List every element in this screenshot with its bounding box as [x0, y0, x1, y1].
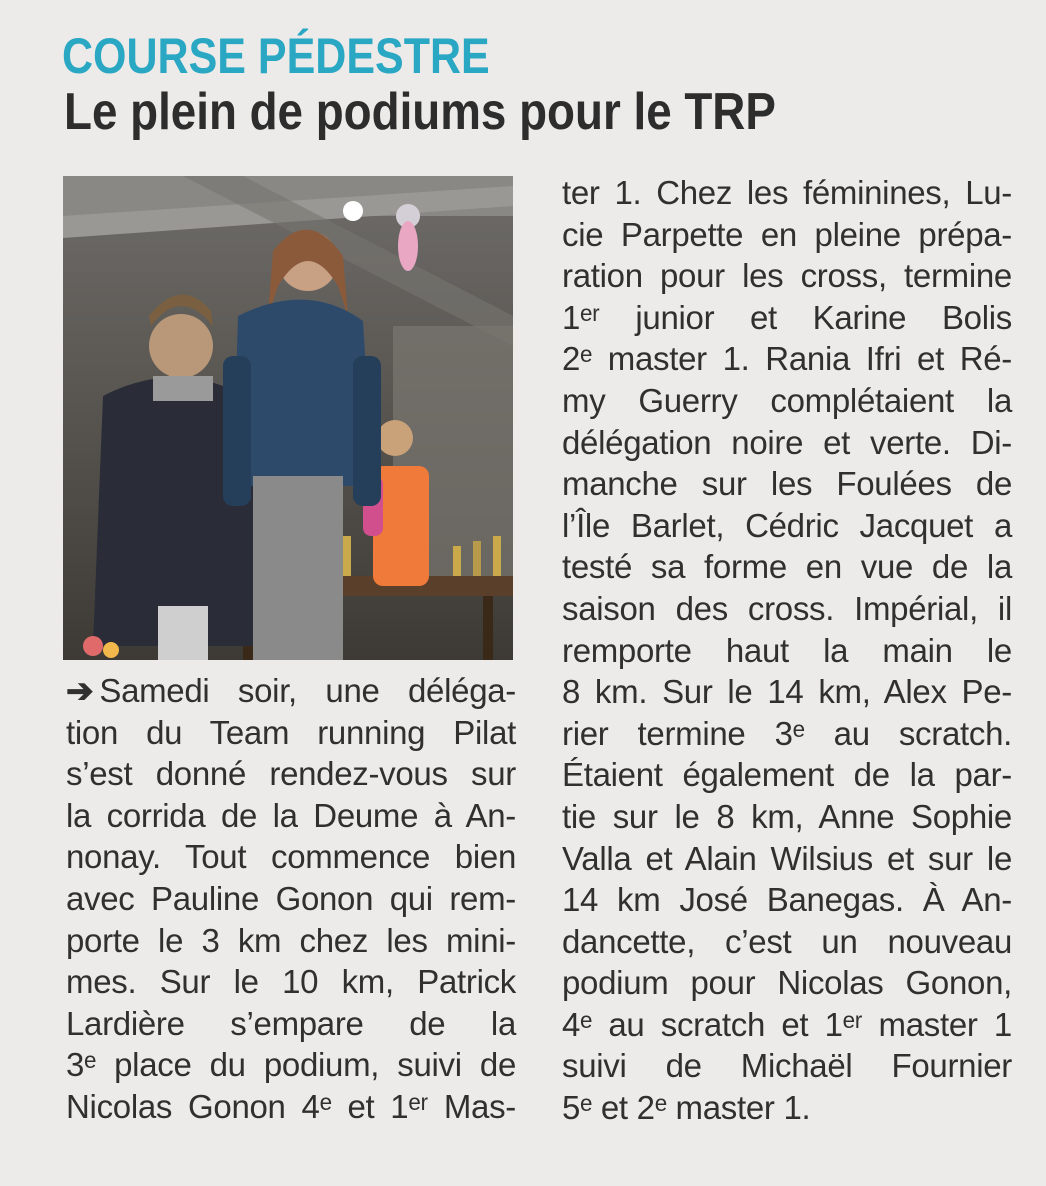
text-line: ter 1. Chez les féminines, Lu- [562, 174, 1012, 211]
text-line: suivi de Michaël Fournier [562, 1047, 1012, 1085]
text-line: Valla et Alain Wilsius et sur le [562, 839, 1012, 877]
text-line: 1ᵉʳ junior et Karine Bolis [562, 298, 1012, 336]
text-line: tion du Team running Pilat [66, 713, 516, 751]
article-headline: Le plein de podiums pour le TRP [64, 83, 776, 141]
text-line: 14 km José Banegas. À An- [562, 881, 1012, 919]
text-line: cie Parpette en pleine prépa- [562, 215, 1012, 253]
text-line: remporte haut la main le [562, 631, 1012, 669]
text-line: 2ᵉ master 1. Rania Ifri et Ré- [562, 340, 1012, 378]
text-line: tie sur le 8 km, Anne Sophie [562, 797, 1012, 835]
text-line: testé sa forme en vue de la [562, 548, 1012, 586]
text-line: Lardière s’empare de la [66, 1004, 516, 1042]
text-line: rier termine 3ᵉ au scratch. [562, 714, 1012, 752]
text-line: ration pour les cross, termine [562, 257, 1012, 295]
article-column-left [66, 670, 516, 1128]
text-line: dancette, c’est un nouveau [562, 922, 1012, 960]
text-line: manche sur les Foulées de [562, 465, 1012, 503]
text-line: l’Île Barlet, Cédric Jacquet a [562, 506, 1012, 544]
text-line: s’est donné rendez-vous sur [66, 755, 516, 793]
text-line: Nicolas Gonon 4ᵉ et 1ᵉʳ Mas- [66, 1087, 516, 1125]
article-column-right [562, 172, 1012, 1129]
text-line: my Guerry complétaient la [562, 381, 1012, 419]
text-line: nonay. Tout commence bien [66, 838, 516, 876]
text-line: porte le 3 km chez les mini- [66, 921, 516, 959]
text-line: mes. Sur le 10 km, Patrick [66, 963, 516, 1001]
text-line: ➔ Samedi soir, une déléga- [66, 670, 516, 712]
podium-photo-illustration [63, 176, 513, 660]
text-line: 3ᵉ place du podium, suivi de [66, 1046, 516, 1084]
text-line: saison des cross. Impérial, il [562, 589, 1012, 627]
text-line: la corrida de la Deume à An- [66, 796, 516, 834]
text-line: Étaient également de la par- [562, 756, 1012, 794]
article-photo [63, 176, 513, 660]
text-line: 8 km. Sur le 14 km, Alex Pe- [562, 673, 1012, 711]
text-line: podium pour Nicolas Gonon, [562, 964, 1012, 1002]
arrow-right-icon: ➔ [66, 672, 94, 709]
text-line: 4ᵉ au scratch et 1ᵉʳ master 1 [562, 1005, 1012, 1043]
text-line: avec Pauline Gonon qui rem- [66, 879, 516, 917]
section-kicker: COURSE PÉDESTRE [62, 28, 490, 84]
text-line: 5ᵉ et 2ᵉ master 1. [562, 1089, 811, 1127]
text-line: délégation noire et verte. Di- [562, 423, 1012, 461]
